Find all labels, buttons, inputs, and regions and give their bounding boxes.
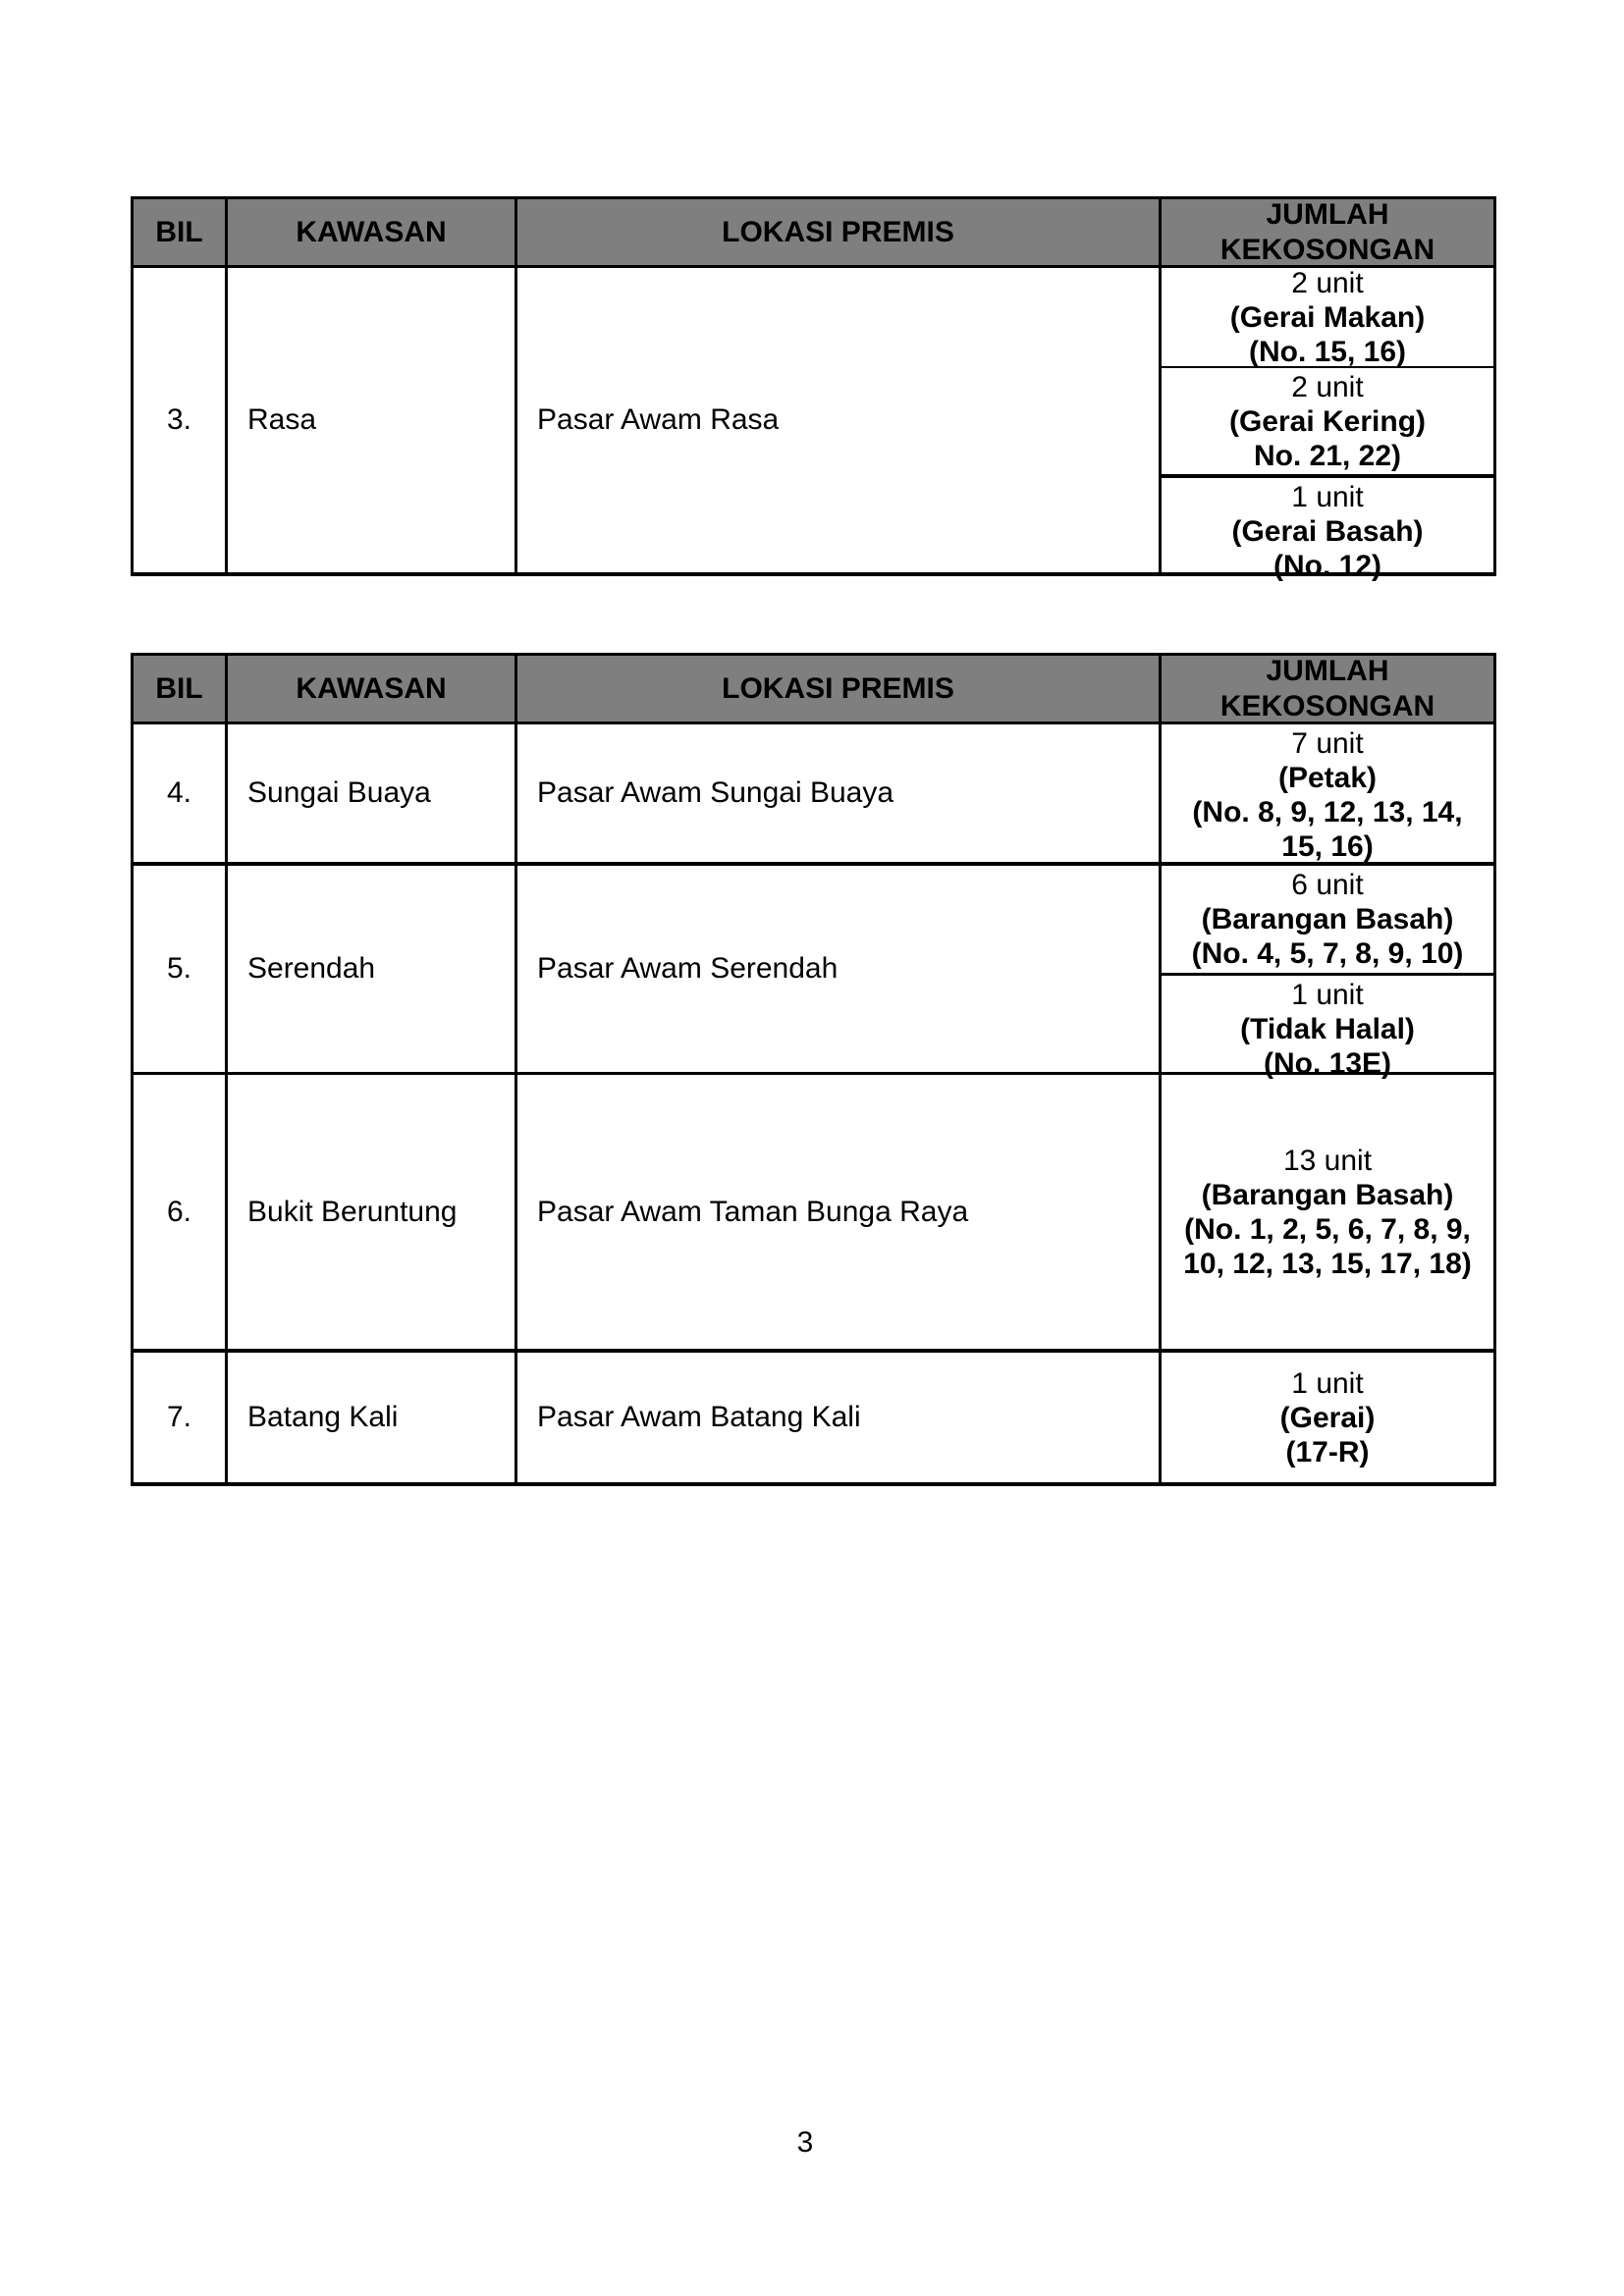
table-header-row bbox=[134, 656, 1493, 724]
vacancy-type: (Barangan Basah) bbox=[1201, 903, 1454, 935]
vacancy-units: 7 unit bbox=[1291, 727, 1364, 760]
header-cell-jumlah bbox=[1162, 199, 1493, 265]
header-cell-jumlah bbox=[1162, 656, 1493, 721]
table-header-row bbox=[134, 199, 1493, 268]
vacancy-cell bbox=[1162, 973, 1493, 1083]
lokasi-value: Pasar Awam Sungai Buaya bbox=[537, 776, 894, 809]
header-cell-lokasi bbox=[517, 656, 1162, 721]
vacancy-column bbox=[1162, 866, 1493, 1080]
lokasi-cell bbox=[517, 268, 1162, 572]
header-label: JUMLAH KEKOSONGAN bbox=[1219, 197, 1435, 266]
vacancy-numbers: (No. 15, 16) bbox=[1248, 335, 1407, 368]
vacancy-numbers: (No. 8, 9, 12, 13, 14, bbox=[1192, 796, 1463, 828]
kawasan-value: Sungai Buaya bbox=[247, 776, 431, 809]
vacancy-type: (Tidak Halal) bbox=[1240, 1013, 1415, 1045]
header-label: JUMLAH KEKOSONGAN bbox=[1219, 654, 1435, 722]
kawasan-value: Rasa bbox=[247, 403, 317, 436]
vacancy-units: 1 unit bbox=[1291, 1366, 1364, 1400]
vacancy-cell bbox=[1162, 1075, 1493, 1349]
kawasan-cell bbox=[228, 1353, 517, 1482]
table-row bbox=[134, 1349, 1493, 1482]
header-cell-kawasan bbox=[228, 656, 517, 721]
kawasan-cell bbox=[228, 268, 517, 572]
lokasi-cell bbox=[517, 866, 1162, 1072]
vacancy-column bbox=[1162, 266, 1493, 582]
vacancy-cell bbox=[1162, 866, 1493, 973]
vacancy-units: 2 unit bbox=[1291, 370, 1364, 403]
vacancy-table-1 bbox=[131, 196, 1496, 582]
bil-cell bbox=[134, 724, 228, 862]
bil-cell bbox=[134, 866, 228, 1072]
lokasi-value: Pasar Awam Rasa bbox=[537, 403, 780, 436]
lokasi-value: Pasar Awam Batang Kali bbox=[537, 1401, 861, 1433]
header-label: LOKASI PREMIS bbox=[722, 671, 954, 705]
kawasan-cell bbox=[228, 724, 517, 862]
bil-value: 4. bbox=[166, 776, 192, 809]
lokasi-cell bbox=[517, 1353, 1162, 1482]
vacancy-units: 2 unit bbox=[1291, 266, 1364, 299]
bil-value: 5. bbox=[166, 952, 192, 985]
kawasan-value: Bukit Beruntung bbox=[247, 1195, 458, 1228]
vacancy-table-2 bbox=[131, 653, 1496, 1486]
vacancy-type: (Gerai Basah) bbox=[1231, 515, 1424, 548]
bil-value: 7. bbox=[166, 1401, 192, 1433]
kawasan-cell bbox=[228, 866, 517, 1072]
vacancy-cell bbox=[1162, 1353, 1493, 1482]
header-label: BIL bbox=[155, 215, 203, 248]
vacancy-type: (Barangan Basah) bbox=[1201, 1178, 1454, 1211]
vacancy-numbers: (No. 13E) bbox=[1263, 1047, 1392, 1080]
header-cell-kawasan bbox=[228, 199, 517, 265]
vacancy-type: (Gerai Kering) bbox=[1228, 404, 1427, 438]
bil-cell bbox=[134, 268, 228, 572]
vacancy-cell bbox=[1162, 724, 1493, 866]
vacancy-numbers: No. 21, 22) bbox=[1253, 439, 1402, 472]
lokasi-value: Pasar Awam Serendah bbox=[537, 952, 839, 985]
table-row bbox=[134, 266, 1493, 582]
table-row bbox=[134, 1072, 1493, 1349]
vacancy-units: 1 unit bbox=[1291, 979, 1364, 1011]
vacancy-numbers: 15, 16) bbox=[1281, 830, 1374, 863]
kawasan-value: Serendah bbox=[247, 952, 376, 985]
vacancy-numbers: 10, 12, 13, 15, 17, 18) bbox=[1183, 1247, 1472, 1280]
lokasi-cell bbox=[517, 1075, 1162, 1349]
vacancy-column bbox=[1162, 1075, 1493, 1349]
header-label: BIL bbox=[155, 671, 203, 705]
vacancy-cell bbox=[1162, 474, 1493, 585]
vacancy-type: (Gerai) bbox=[1279, 1401, 1376, 1434]
table-row bbox=[134, 862, 1493, 1080]
header-cell-bil bbox=[134, 199, 228, 265]
vacancy-cell bbox=[1162, 268, 1493, 366]
vacancy-type: (Gerai Makan) bbox=[1229, 300, 1426, 334]
vacancy-numbers: (No. 12) bbox=[1272, 550, 1381, 582]
vacancy-units: 13 unit bbox=[1282, 1144, 1373, 1177]
lokasi-cell bbox=[517, 724, 1162, 862]
vacancy-column bbox=[1162, 1353, 1493, 1482]
vacancy-numbers: (No. 1, 2, 5, 6, 7, 8, 9, bbox=[1184, 1212, 1471, 1246]
header-cell-lokasi bbox=[517, 199, 1162, 265]
header-label: LOKASI PREMIS bbox=[722, 215, 954, 248]
vacancy-column bbox=[1162, 724, 1493, 862]
vacancy-type: (Petak) bbox=[1277, 762, 1378, 794]
table-row bbox=[134, 724, 1493, 862]
page-number: 3 bbox=[796, 2126, 814, 2159]
kawasan-value: Batang Kali bbox=[247, 1401, 399, 1433]
header-label: KAWASAN bbox=[296, 215, 447, 248]
vacancy-units: 1 unit bbox=[1291, 481, 1364, 513]
vacancy-units: 6 unit bbox=[1291, 869, 1364, 901]
vacancy-cell bbox=[1162, 366, 1493, 474]
bil-value: 3. bbox=[166, 403, 192, 436]
header-label: KAWASAN bbox=[296, 671, 447, 705]
bil-cell bbox=[134, 1353, 228, 1482]
bil-value: 6. bbox=[166, 1195, 192, 1228]
kawasan-cell bbox=[228, 1075, 517, 1349]
header-cell-bil bbox=[134, 656, 228, 721]
lokasi-value: Pasar Awam Taman Bunga Raya bbox=[537, 1195, 969, 1228]
vacancy-numbers: (17-R) bbox=[1285, 1435, 1370, 1468]
bil-cell bbox=[134, 1075, 228, 1349]
vacancy-numbers: (No. 4, 5, 7, 8, 9, 10) bbox=[1191, 937, 1464, 970]
